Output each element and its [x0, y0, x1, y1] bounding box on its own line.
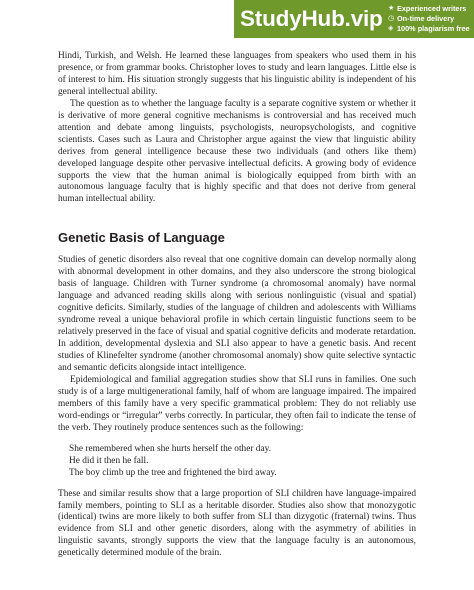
paragraph-continuation: Hindi, Turkish, and Welsh. He learned these languages from speakers who used them in his presence, or from grammar books. Christopher loves to study and learn languages. Little else is of interest to him. His situation strongly suggests that his linguistic ability is independent of his general intellectual ability.: [58, 51, 416, 97]
paragraph-sli-families: Epidemiological and familial aggregation studies show that SLI runs in families. One such study is of a large multigenerational family, half of whom are language impaired. The impaired members of this family have a very specific grammatical problem: They do not reliably use word-endings or “irregular” verbs correctly. In particular, they often fail to indicate the tense of the verb. They routinely produce sentences such as the following:: [58, 374, 416, 433]
example-sentence: She remembered when she hurts herself the other day.: [69, 443, 272, 454]
feature-on-time-delivery: [388, 14, 470, 24]
paragraph-sli-heritable: These and similar results show that a large proportion of SLI children have language-impaired family members, pointing to SLI as a heritable disorder. Studies also show that monozygotic (identical) twins are more likely to both suffer from SLI than dizygotic (fraternal) twins. Thus evidence from SLI and other genetic disorders, along with the asymmetry of abilities in linguistic savants, strongly supports the view that the language faculty is an autonomous, genetically determined module of the brain.: [58, 488, 416, 559]
studyhub-banner[interactable]: [234, 0, 474, 38]
example-sentence: The boy climb up the tree and frightened the bird away.: [69, 467, 277, 478]
feature-label: On-time delivery: [397, 14, 455, 23]
feature-label: 100% plagiarism free: [397, 24, 470, 33]
example-sentence: He did it then he fall.: [69, 455, 149, 466]
example-sentences: [69, 444, 416, 480]
shield-icon: ◈: [388, 25, 394, 32]
paragraph-genetic-disorders: Studies of genetic disorders also reveal that one cognitive domain can develop normally along with abnormal development in other domains, and they also underscore the strong biological basis of language. Children with Turner syndrome (a chromosomal anomaly) have normal language and advanced reading skills along with serious nonlinguistic (visual and spatial) cognitive deficits. Similarly, studies of the language of children and adolescents with Williams syndrome reveal a unique behavioral profile in which certain linguistic functions seem to be relatively preserved in the face of visual and spatial cognitive deficits and moderate retardation. In addition, developmental dyslexia and SLI also appear to have a genetic basis. And recent studies of Klinefelter syndrome (another chromosomal anomaly) show quite selective syntactic and semantic deficits alongside intact intelligence.: [58, 255, 416, 373]
feature-list: [388, 4, 470, 34]
feature-label: Experienced writers: [397, 4, 467, 13]
paragraph-language-faculty: The question as to whether the language faculty is a separate cognitive system or whether it is derivative of more general cognitive mechanisms is controversial and has received much attention and debate among linguists, psychologists, neuropsychologists, and cognitive scientists. Cases such as Laura and Christopher argue against the view that linguistic ability derives from general intelligence because these two individuals (and others like them) developed language despite other pervasive intellectual deficits. A growing body of evidence supports the view that the human animal is biologically equipped from birth with an autonomous language faculty that is highly specific and that does not derive from general human intellectual ability.: [58, 98, 416, 205]
document-body: [58, 51, 416, 560]
star-icon: ★: [388, 5, 395, 12]
studyhub-logo[interactable]: StudyHub.vip: [240, 6, 383, 31]
clock-icon: ◷: [388, 15, 395, 22]
feature-plagiarism-free: [388, 24, 470, 34]
section-heading: Genetic Basis of Language: [58, 230, 225, 246]
feature-experienced-writers: [388, 4, 470, 14]
